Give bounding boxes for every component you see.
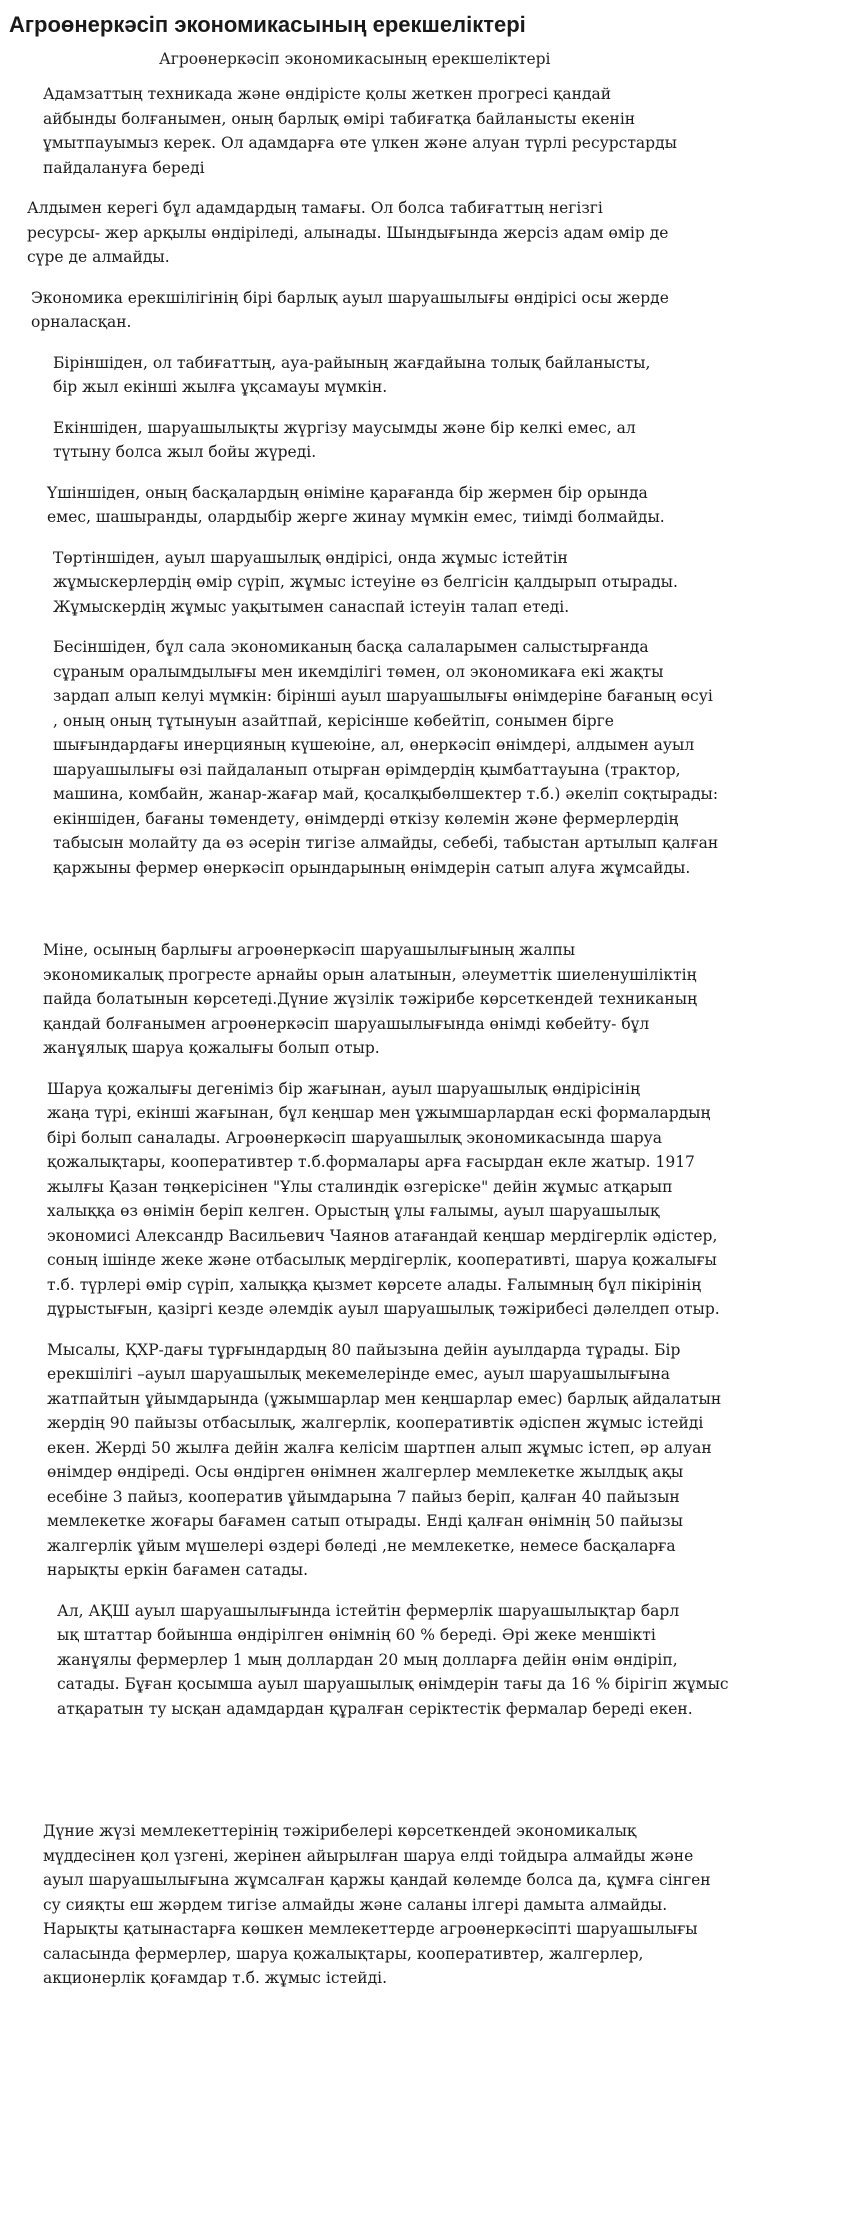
text-line: Екіншіден, шаруашылықты жүргізу маусымды және бір келкі емес, ал — [53, 418, 636, 437]
text-line: Адамзаттың техникада және өндірісте қолы жеткен прогресі қандай — [43, 85, 612, 103]
text-line: айбынды болғанымен, оның барлық өмірі табиғатқа байланысты екенін — [43, 109, 636, 128]
text-line: ұмытпауымыз керек. Ол адамдарға өте үлкен және алуан түрлі ресурстарды — [43, 134, 677, 152]
text-line: ық штаттар бойынша өндірілген өнімнің 60 % береді. Әрі жеке меншікті — [57, 1626, 656, 1644]
text-line: Экономика ерекшілігінің бірі барлық ауыл шаруашылығы өндірісі осы жерде — [31, 288, 669, 307]
paragraph — [9, 1077, 834, 1322]
text-line: ерекшілігі –ауыл шаруашылық мекемелерінде емес, ауыл шаруашылығына — [47, 1365, 671, 1383]
text-line: емес, шашыранды, олардыбір жерге жинау мүмкін емес, тиімді болмайды. — [47, 508, 665, 526]
text-line: табысын молайту да өз әсерін тигізе алмайды, себебі, табыстан артылып қалған — [53, 834, 719, 852]
text-line: жердің 90 пайызы отбасылық, жалгерлік, кооперативтік әдіспен жұмыс істейді — [47, 1414, 704, 1432]
text-line: орналасқан. — [31, 313, 132, 331]
text-line: Міне, осының барлығы агроөнеркәсіп шаруашылығының жалпы — [43, 941, 576, 959]
paragraph — [9, 481, 834, 530]
text-line: қаржыны фермер өнеркәсіп орындарының өнімдерін сатып алуға жұмсайды. — [53, 858, 691, 877]
text-line: жаңа түрі, екінші жағынан, бұл кеңшар мен ұжымшарлардан ескі формалардың — [47, 1104, 711, 1122]
page-title: Агроөнеркәсіп экономикасының ерекшеліктері — [9, 12, 526, 37]
text-line: Шаруа қожалығы дегеніміз бір жағынан, ауыл шаруашылық өндірісінің — [47, 1079, 641, 1098]
text-line: су сияқты еш жәрдем тигізе алмайды және саланы ілгері дамыта алмайды. — [43, 1895, 668, 1914]
text-line: бір жыл екінші жылға ұқсамауы мүмкін. — [53, 378, 388, 396]
paragraph — [9, 351, 834, 400]
text-line: мүддесінен қол үзгені, жерінен айырылған шаруа елді тойдыра алмайды және — [43, 1846, 694, 1865]
text-line: жанұялы фермерлер 1 мың доллардан 20 мың долларға дейін өнім өндіріп, — [57, 1650, 678, 1669]
text-line: Жұмыскердің жұмыс уақытымен санаспай істеуін талап етеді. — [53, 597, 570, 616]
text-line: түтыну болса жыл бойы жүреді. — [53, 443, 317, 461]
text-line: экономисі Александр Васильевич Чаянов атағандай кеңшар мердігерлік әдістер, — [47, 1226, 718, 1245]
text-line: ауыл шаруашылығына жұмсалған қаржы қандай көлемде болса да, құмға сінген — [43, 1871, 711, 1889]
text-line: жылғы Қазан төңкерісінен "Ұлы сталиндік өзгеріске" дейін жұмыс атқарып — [47, 1177, 673, 1196]
text-line: есебіне 3 пайыз, кооператив ұйымдарына 7 пайыз беріп, қалған 40 пайызын — [47, 1487, 680, 1506]
paragraph — [9, 1599, 834, 1722]
text-line: Ал, АҚШ ауыл шаруашылығында істейтін фермерлік шаруашылықтар барл — [57, 1601, 680, 1620]
paragraph — [9, 196, 834, 270]
text-line: сүре де алмайды. — [27, 248, 170, 266]
text-line: акционерлік қоғамдар т.б. жұмыс істейді. — [43, 1969, 388, 1987]
paragraph — [9, 938, 834, 1061]
text-line: сұраным оралымдылығы мен икемділігі төмен, ол экономикаға екі жақты — [53, 662, 664, 681]
text-line: жұмыскерлердің өмір сүріп, жұмыс істеуіне өз белгісін қалдырып отырады. — [53, 573, 678, 591]
text-line: халыққа өз өнімін беріп келген. Орыстың ұлы ғалымы, ауыл шаруашылық — [47, 1202, 660, 1220]
paragraph — [9, 82, 834, 180]
text-line: екен. Жерді 50 жылға дейін жалға келісім шартпен алып жұмыс істеп, әр алуан — [47, 1438, 712, 1457]
text-line: бірі болып саналады. Агроөнеркәсіп шаруашылық экономикасында шаруа — [47, 1128, 662, 1147]
text-line: өнімдер өндіреді. Осы өндірген өнімнен жалгерлер мемлекетке жылдық ақы — [47, 1463, 684, 1481]
paragraph — [9, 635, 834, 880]
text-line: машина, комбайн, жанар-жағар май, қосалқыбөлшектер т.б.) әкеліп соқтырады: — [53, 785, 719, 803]
paragraph — [9, 1338, 834, 1583]
text-line: Үшіншіден, оның басқалардың өніміне қарағанда бір жермен бір орында — [47, 483, 648, 502]
article-body — [9, 82, 834, 1991]
text-line: саласында фермерлер, шаруа қожалықтары, кооперативтер, жалгерлер, — [43, 1944, 644, 1963]
text-line: пайда болатынын көрсетеді.Дүние жүзілік тәжірибе көрсеткендей техниканың — [43, 990, 698, 1008]
text-line: т.б. түрлері өмір сүріп, халыққа қызмет көрсете алады. Ғалымның бұл пікірінің — [47, 1275, 702, 1294]
text-line: Алдымен керегі бұл адамдардың тамағы. Ол болса табиғаттың негізгі — [27, 199, 603, 217]
text-line: шығындардағы инерцияның күшеюіне, ал, өнеркәсіп өнімдері, алдымен ауыл — [53, 736, 695, 754]
text-line: Мысалы, ҚХР-дағы тұрғындардың 80 пайызына дейін ауылдарда тұрады. Бір — [47, 1340, 681, 1359]
text-line: зардап алып келуі мүмкін: бірінші ауыл шаруашылығы өнімдеріне бағаның өсуі — [53, 687, 713, 705]
text-line: Бесіншіден, бұл сала экономиканың басқа салаларымен салыстырғанда — [53, 638, 649, 656]
text-line: Дүние жүзі мемлекеттерінің тәжірибелері көрсеткендей экономикалық — [43, 1822, 637, 1840]
text-line: Нарықты қатынастарға көшкен мемлекеттерде агроөнеркәсіпті шаруашылығы — [43, 1920, 698, 1938]
text-line: сатады. Бұған қосымша ауыл шаруашылық өнімдерін тағы да 16 % бірігіп жұмыс — [57, 1675, 729, 1693]
text-line: экономикалық прогресте арнайы орын алатынын, әлеуметтік шиеленушіліктің — [43, 965, 697, 984]
page-subtitle: Агроөнеркәсіп экономикасының ерекшеліктері — [159, 50, 551, 68]
text-line: мемлекетке жоғары бағамен сатып отырады. Енді қалған өнімнің 50 пайызы — [47, 1512, 683, 1530]
text-line: жатпайтын ұйымдарында (ұжымшарлар мен кеңшарлар емес) барлық айдалатын — [47, 1389, 722, 1408]
text-line: , оның оның тұтынуын азайтпай, керісінше көбейтіп, сонымен бірге — [53, 711, 614, 730]
text-line: жалгерлік ұйым мүшелері өздері бөледі ,не мемлекетке, немесе басқаларға — [47, 1536, 676, 1555]
paragraph — [9, 286, 834, 335]
paragraph — [9, 416, 834, 465]
paragraph — [9, 546, 834, 620]
text-line: қожалықтары, кооперативтер т.б.формалары арға ғасырдан екле жатыр. 1917 — [47, 1153, 695, 1171]
text-line: нарықты еркін бағамен сатады. — [47, 1561, 309, 1579]
text-line: екіншіден, бағаны төмендету, өнімдерді өткізу көлемін және фермерлердің — [53, 809, 679, 828]
text-line: дұрыстығын, қазіргі кезде әлемдік ауыл шаруашылық тәжірибесі дәлелдеп отыр. — [47, 1300, 720, 1318]
text-line: Біріншіден, ол табиғаттың, ауа-райының жағдайына толық байланысты, — [53, 353, 651, 372]
text-line: атқаратын ту ысқан адамдардан құралған серіктестік фермалар береді екен. — [57, 1699, 693, 1718]
text-line: жанұялық шаруа қожалығы болып отыр. — [43, 1039, 380, 1057]
paragraph — [9, 1819, 834, 1991]
text-line: соның ішінде жеке және отбасылық мердігерлік, кооперативті, шаруа қожалығы — [47, 1251, 717, 1269]
text-line: пайдалануға береді — [43, 158, 205, 177]
text-line: ресурсы- жер арқылы өндіріледі, алынады. Шындығында жерсіз адам өмір де — [27, 223, 669, 242]
text-line: қандай болғанымен агроөнеркәсіп шаруашылығында өнімді көбейту- бұл — [43, 1014, 650, 1033]
text-line: шаруашылығы өзі пайдаланып отырған өрімдердің қымбаттауына (трактор, — [53, 760, 681, 779]
text-line: Төртіншіден, ауыл шаруашылық өндірісі, онда жұмыс істейтін — [53, 548, 568, 567]
